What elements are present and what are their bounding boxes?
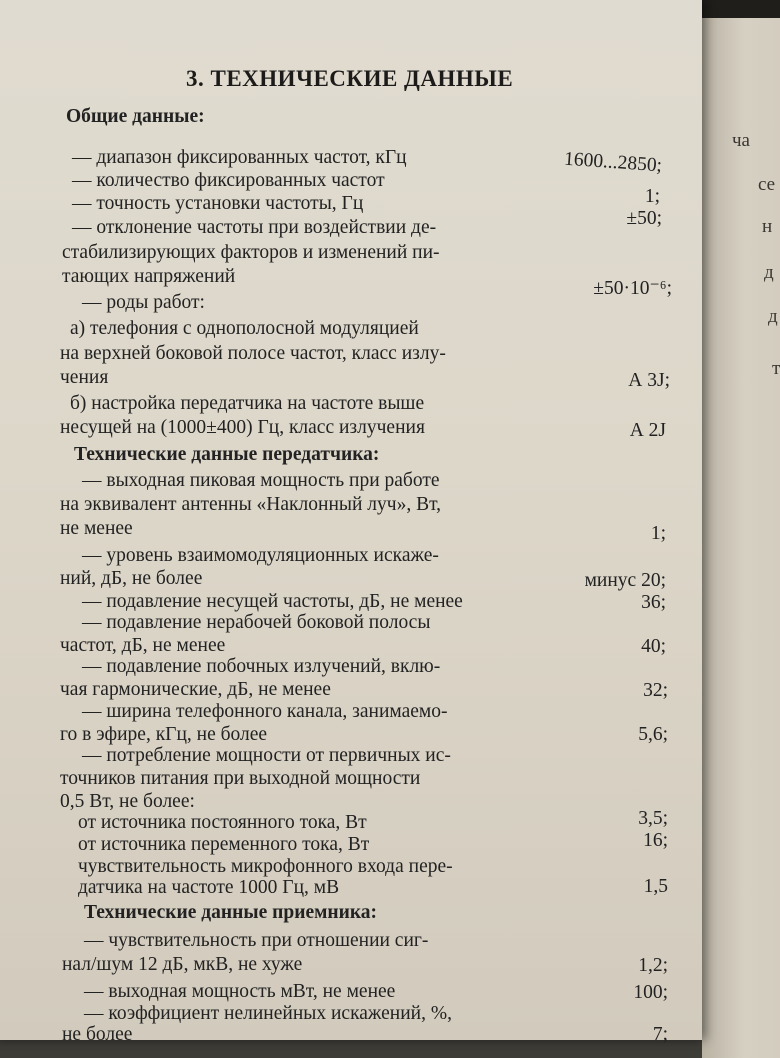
transmitter-value: 1,5: [643, 876, 668, 897]
transmitter-value: 36;: [641, 592, 666, 613]
general-value: А 3J;: [628, 370, 670, 391]
next-page-fragment: ча: [732, 130, 750, 151]
transmitter-line: чувствительность микрофонного входа пере-: [78, 856, 453, 877]
next-page-edge: [702, 18, 780, 1058]
transmitter-line: точников питания при выходной мощности: [60, 768, 421, 789]
general-value: ±50;: [626, 208, 662, 229]
receiver-line: нал/шум 12 дБ, мкВ, не хуже: [62, 954, 303, 975]
transmitter-line: не менее: [60, 518, 133, 539]
general-line: — точность установки частоты, Гц: [72, 193, 364, 214]
transmitter-line: — подавление нерабочей боковой полосы: [82, 612, 431, 633]
general-value: 1;: [644, 186, 660, 207]
transmitter-value: 5,6;: [638, 724, 668, 745]
receiver-line: не более: [62, 1024, 133, 1045]
general-value: 1600...2850;: [563, 148, 663, 177]
transmitter-value: 40;: [641, 636, 666, 657]
receiver-line: — чувствительность при отношении сиг-: [84, 930, 429, 951]
general-line: б) настройка передатчика на частоте выше: [70, 393, 425, 414]
transmitter-heading: Технические данные передатчика:: [74, 444, 380, 465]
general-line: а) телефония с однополосной модуляцией: [70, 318, 419, 339]
next-page-fragment: н: [762, 216, 773, 237]
receiver-value: 100;: [633, 982, 668, 1003]
transmitter-line: 0,5 Вт, не более:: [60, 791, 195, 812]
general-line: на верхней боковой полосе частот, класс излу-: [60, 343, 446, 364]
next-page-fragment: т: [772, 358, 780, 379]
transmitter-value: 1;: [650, 523, 666, 544]
transmitter-line: от источника постоянного тока, Вт: [78, 812, 367, 833]
transmitter-value: минус 20;: [584, 570, 666, 591]
transmitter-line: — ширина телефонного канала, занимаемо-: [82, 701, 448, 722]
receiver-value: 7;: [652, 1024, 668, 1045]
general-heading: Общие данные:: [66, 106, 205, 127]
general-line: — количество фиксированных частот: [72, 170, 385, 191]
general-line: чения: [60, 367, 109, 388]
transmitter-line: — потребление мощности от первичных ис-: [82, 745, 451, 766]
transmitter-line: от источника переменного тока, Вт: [78, 834, 370, 855]
general-line: тающих напряжений: [62, 266, 236, 287]
general-line: — роды работ:: [82, 292, 205, 313]
transmitter-line: на эквивалент антенны «Наклонный луч», Вт,: [60, 494, 442, 515]
next-page-fragment: д: [768, 306, 778, 327]
receiver-heading: Технические данные приемника:: [84, 902, 378, 923]
transmitter-line: — подавление несущей частоты, дБ, не менее: [82, 591, 463, 612]
general-line: стабилизирующих факторов и изменений пи-: [62, 242, 440, 263]
general-value: ±50·10⁻⁶;: [593, 278, 672, 299]
next-page-fragment: се: [758, 174, 776, 195]
transmitter-value: 16;: [643, 830, 668, 851]
transmitter-line: чая гармонические, дБ, не менее: [60, 679, 331, 700]
receiver-value: 1,2;: [638, 955, 668, 976]
general-line: — диапазон фиксированных частот, кГц: [72, 147, 407, 168]
transmitter-line: — уровень взаимомодуляционных искаже-: [82, 545, 439, 566]
transmitter-line: ний, дБ, не более: [60, 568, 203, 589]
transmitter-line: частот, дБ, не менее: [60, 635, 226, 656]
transmitter-value: 32;: [643, 680, 668, 701]
transmitter-line: датчика на частоте 1000 Гц, мВ: [78, 877, 340, 898]
receiver-line: — коэффициент нелинейных искажений, %,: [84, 1003, 452, 1024]
general-line: — отклонение частоты при воздействии де-: [72, 217, 437, 238]
transmitter-line: — подавление побочных излучений, вклю-: [82, 656, 441, 677]
receiver-line: — выходная мощность мВт, не менее: [84, 981, 396, 1002]
next-page-fragment: д: [764, 262, 774, 283]
transmitter-line: — выходная пиковая мощность при работе: [82, 470, 440, 491]
section-title: 3. ТЕХНИЧЕСКИЕ ДАННЫЕ: [186, 66, 514, 91]
general-line: несущей на (1000±400) Гц, класс излучения: [60, 417, 425, 438]
transmitter-line: го в эфире, кГц, не более: [60, 724, 268, 745]
transmitter-value: 3,5;: [638, 808, 668, 829]
general-value: А 2J: [629, 420, 666, 441]
